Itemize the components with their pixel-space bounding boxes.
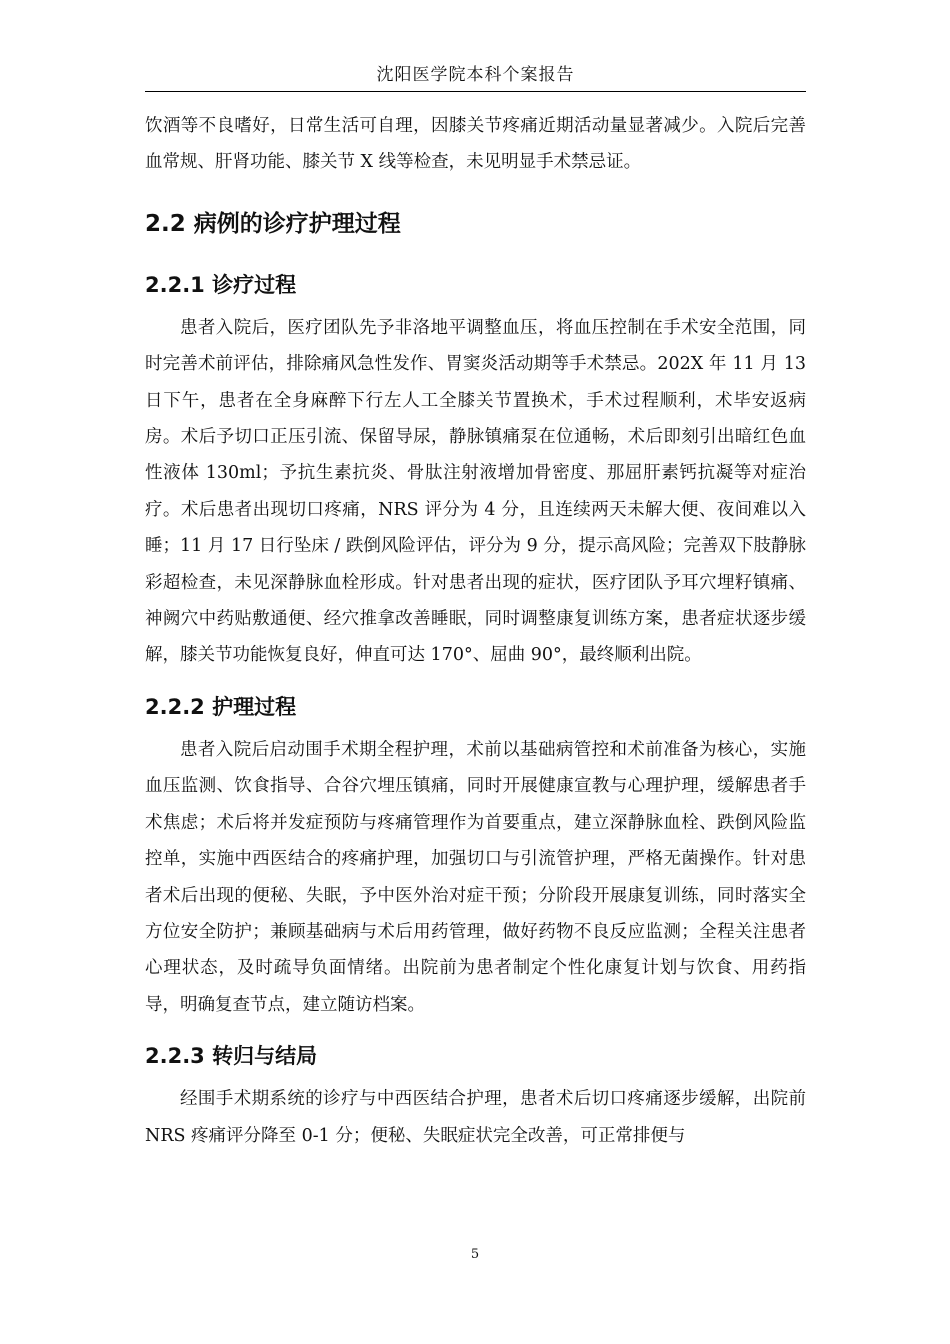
section-2-2-heading: 2.2 病例的诊疗护理过程	[145, 210, 401, 237]
page-header: 沈阳医学院本科个案报告	[376, 65, 575, 85]
section-2-2-1-paragraph: 患者入院后，医疗团队先予非洛地平调整血压，将血压控制在手术安全范围，同时完善术前评估，排除痛风急性发作、胃窦炎活动期等手术禁忌。202X 年 11 月 13 日下午，患者在全身麻醉下行左人工全膝关节置换术，手术过程顺利，术毕安返病房。术后予切口正压引流、保留导尿，静脉镇痛泵在位通畅，术后即刻引出暗红色血性液体 130ml；予抗生素抗炎、骨肽注射液增加骨密度、那屈肝素钙抗凝等对症治疗。术后患者出现切口疼痛，NRS 评分为 4 分，且连续两天未解大便、夜间难以入睡；11 月 17 日行坠床 / 跌倒风险评估，评分为 9 分，提示高风险；完善双下肢静脉彩超检查，未见深静脉血栓形成。针对患者出现的症状，医疗团队予耳穴埋籽镇痛、神阙穴中药贴敷通便、经穴推拿改善睡眠，同时调整康复训练方案，患者症状逐步缓解，膝关节功能恢复良好，伸直可达 170°、屈曲 90°，最终顺利出院。	[145, 317, 806, 666]
section-2-2-1-heading: 2.2.1 诊疗过程	[145, 272, 297, 297]
section-2-2-2-paragraph: 患者入院后启动围手术期全程护理，术前以基础病管控和术前准备为核心，实施血压监测、饮食指导、合谷穴埋压镇痛，同时开展健康宣教与心理护理，缓解患者手术焦虑；术后将并发症预防与疼痛管理作为首要重点，建立深静脉血栓、跌倒风险监控单，实施中西医结合的疼痛护理，加强切口与引流管护理，严格无菌操作。针对患者术后出现的便秘、失眠，予中医外治对症干预；分阶段开展康复训练，同时落实全方位安全防护；兼顾基础病与术后用药管理，做好药物不良反应监测；全程关注患者心理状态，及时疏导负面情绪。出院前为患者制定个性化康复计划与饮食、用药指导，明确复查节点，建立随访档案。	[145, 739, 806, 1015]
page-number: 5	[470, 1247, 480, 1262]
document-body	[145, 108, 806, 1154]
section-2-2-3-heading: 2.2.3 转归与结局	[145, 1044, 318, 1069]
intro-paragraph: 饮酒等不良嗜好，日常生活可自理，因膝关节疼痛近期活动量显著减少。入院后完善血常规、肝肾功能、膝关节 X 线等检查，未见明显手术禁忌证。	[145, 116, 806, 173]
header-rule	[145, 91, 806, 92]
section-2-2-3-paragraph: 经围手术期系统的诊疗与中西医结合护理，患者术后切口疼痛逐步缓解，出院前 NRS 疼痛评分降至 0-1 分；便秘、失眠症状完全改善，可正常排便与	[145, 1089, 806, 1146]
section-2-2-2-heading: 2.2.2 护理过程	[145, 694, 297, 719]
